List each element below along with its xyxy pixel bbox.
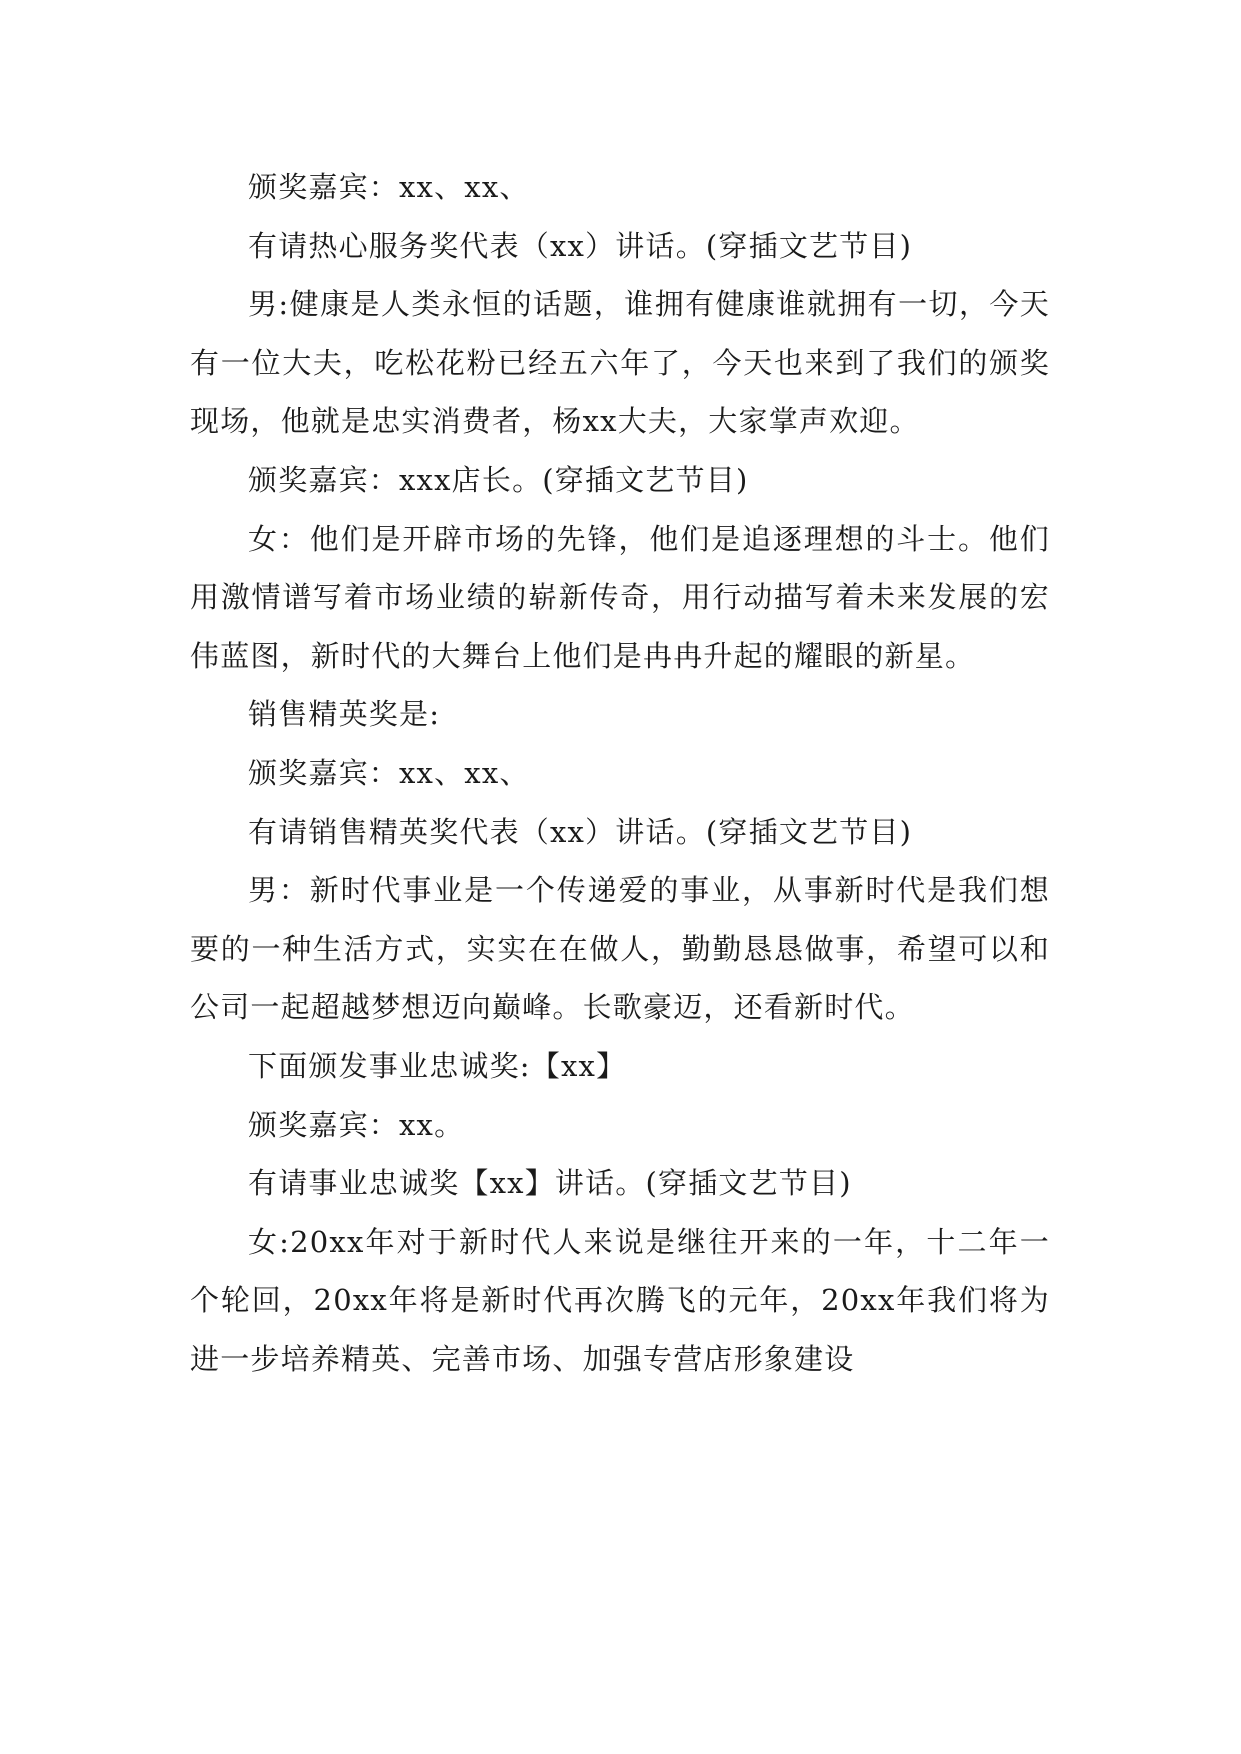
paragraph: 男：新时代事业是一个传递爱的事业，从事新时代是我们想要的一种生活方式，实实在在做人，勤勤恳恳做事，希望可以和公司一起超越梦想迈向巅峰。长歌豪迈，还看新时代。 [190, 873, 1050, 1025]
document-body [190, 158, 1050, 1388]
paragraph: 有请销售精英奖代表（xx）讲话。(穿插文艺节目) [248, 814, 913, 849]
paragraph: 女:20xx年对于新时代人来说是继往开来的一年，十二年一个轮回，20xx年将是新时代再次腾飞的元年，20xx年我们将为进一步培养精英、完善市场、加强专营店形象建设 [190, 1224, 1050, 1376]
paragraph: 女：他们是开辟市场的先锋，他们是追逐理想的斗士。他们用激情谱写着市场业绩的崭新传奇，用行动描写着未来发展的宏伟蓝图，新时代的大舞台上他们是冉冉升起的耀眼的新星。 [190, 521, 1050, 673]
paragraph: 颁奖嘉宾：xxx店长。(穿插文艺节目) [248, 462, 749, 497]
paragraph: 颁奖嘉宾：xx、xx、 [248, 755, 530, 790]
paragraph: 下面颁发事业忠诚奖:【xx】 [248, 1048, 627, 1083]
paragraph: 有请事业忠诚奖【xx】讲话。(穿插文艺节目) [248, 1166, 852, 1201]
paragraph: 有请热心服务奖代表（xx）讲话。(穿插文艺节目) [248, 228, 913, 263]
paragraph: 男:健康是人类永恒的话题，谁拥有健康谁就拥有一切，今天有一位大夫，吃松花粉已经五六年了，今天也来到了我们的颁奖现场，他就是忠实消费者，杨xx大夫，大家掌声欢迎。 [190, 287, 1050, 439]
paragraph: 颁奖嘉宾：xx、xx、 [248, 170, 530, 204]
paragraph: 销售精英奖是: [248, 697, 441, 732]
paragraph: 颁奖嘉宾：xx。 [248, 1107, 465, 1142]
